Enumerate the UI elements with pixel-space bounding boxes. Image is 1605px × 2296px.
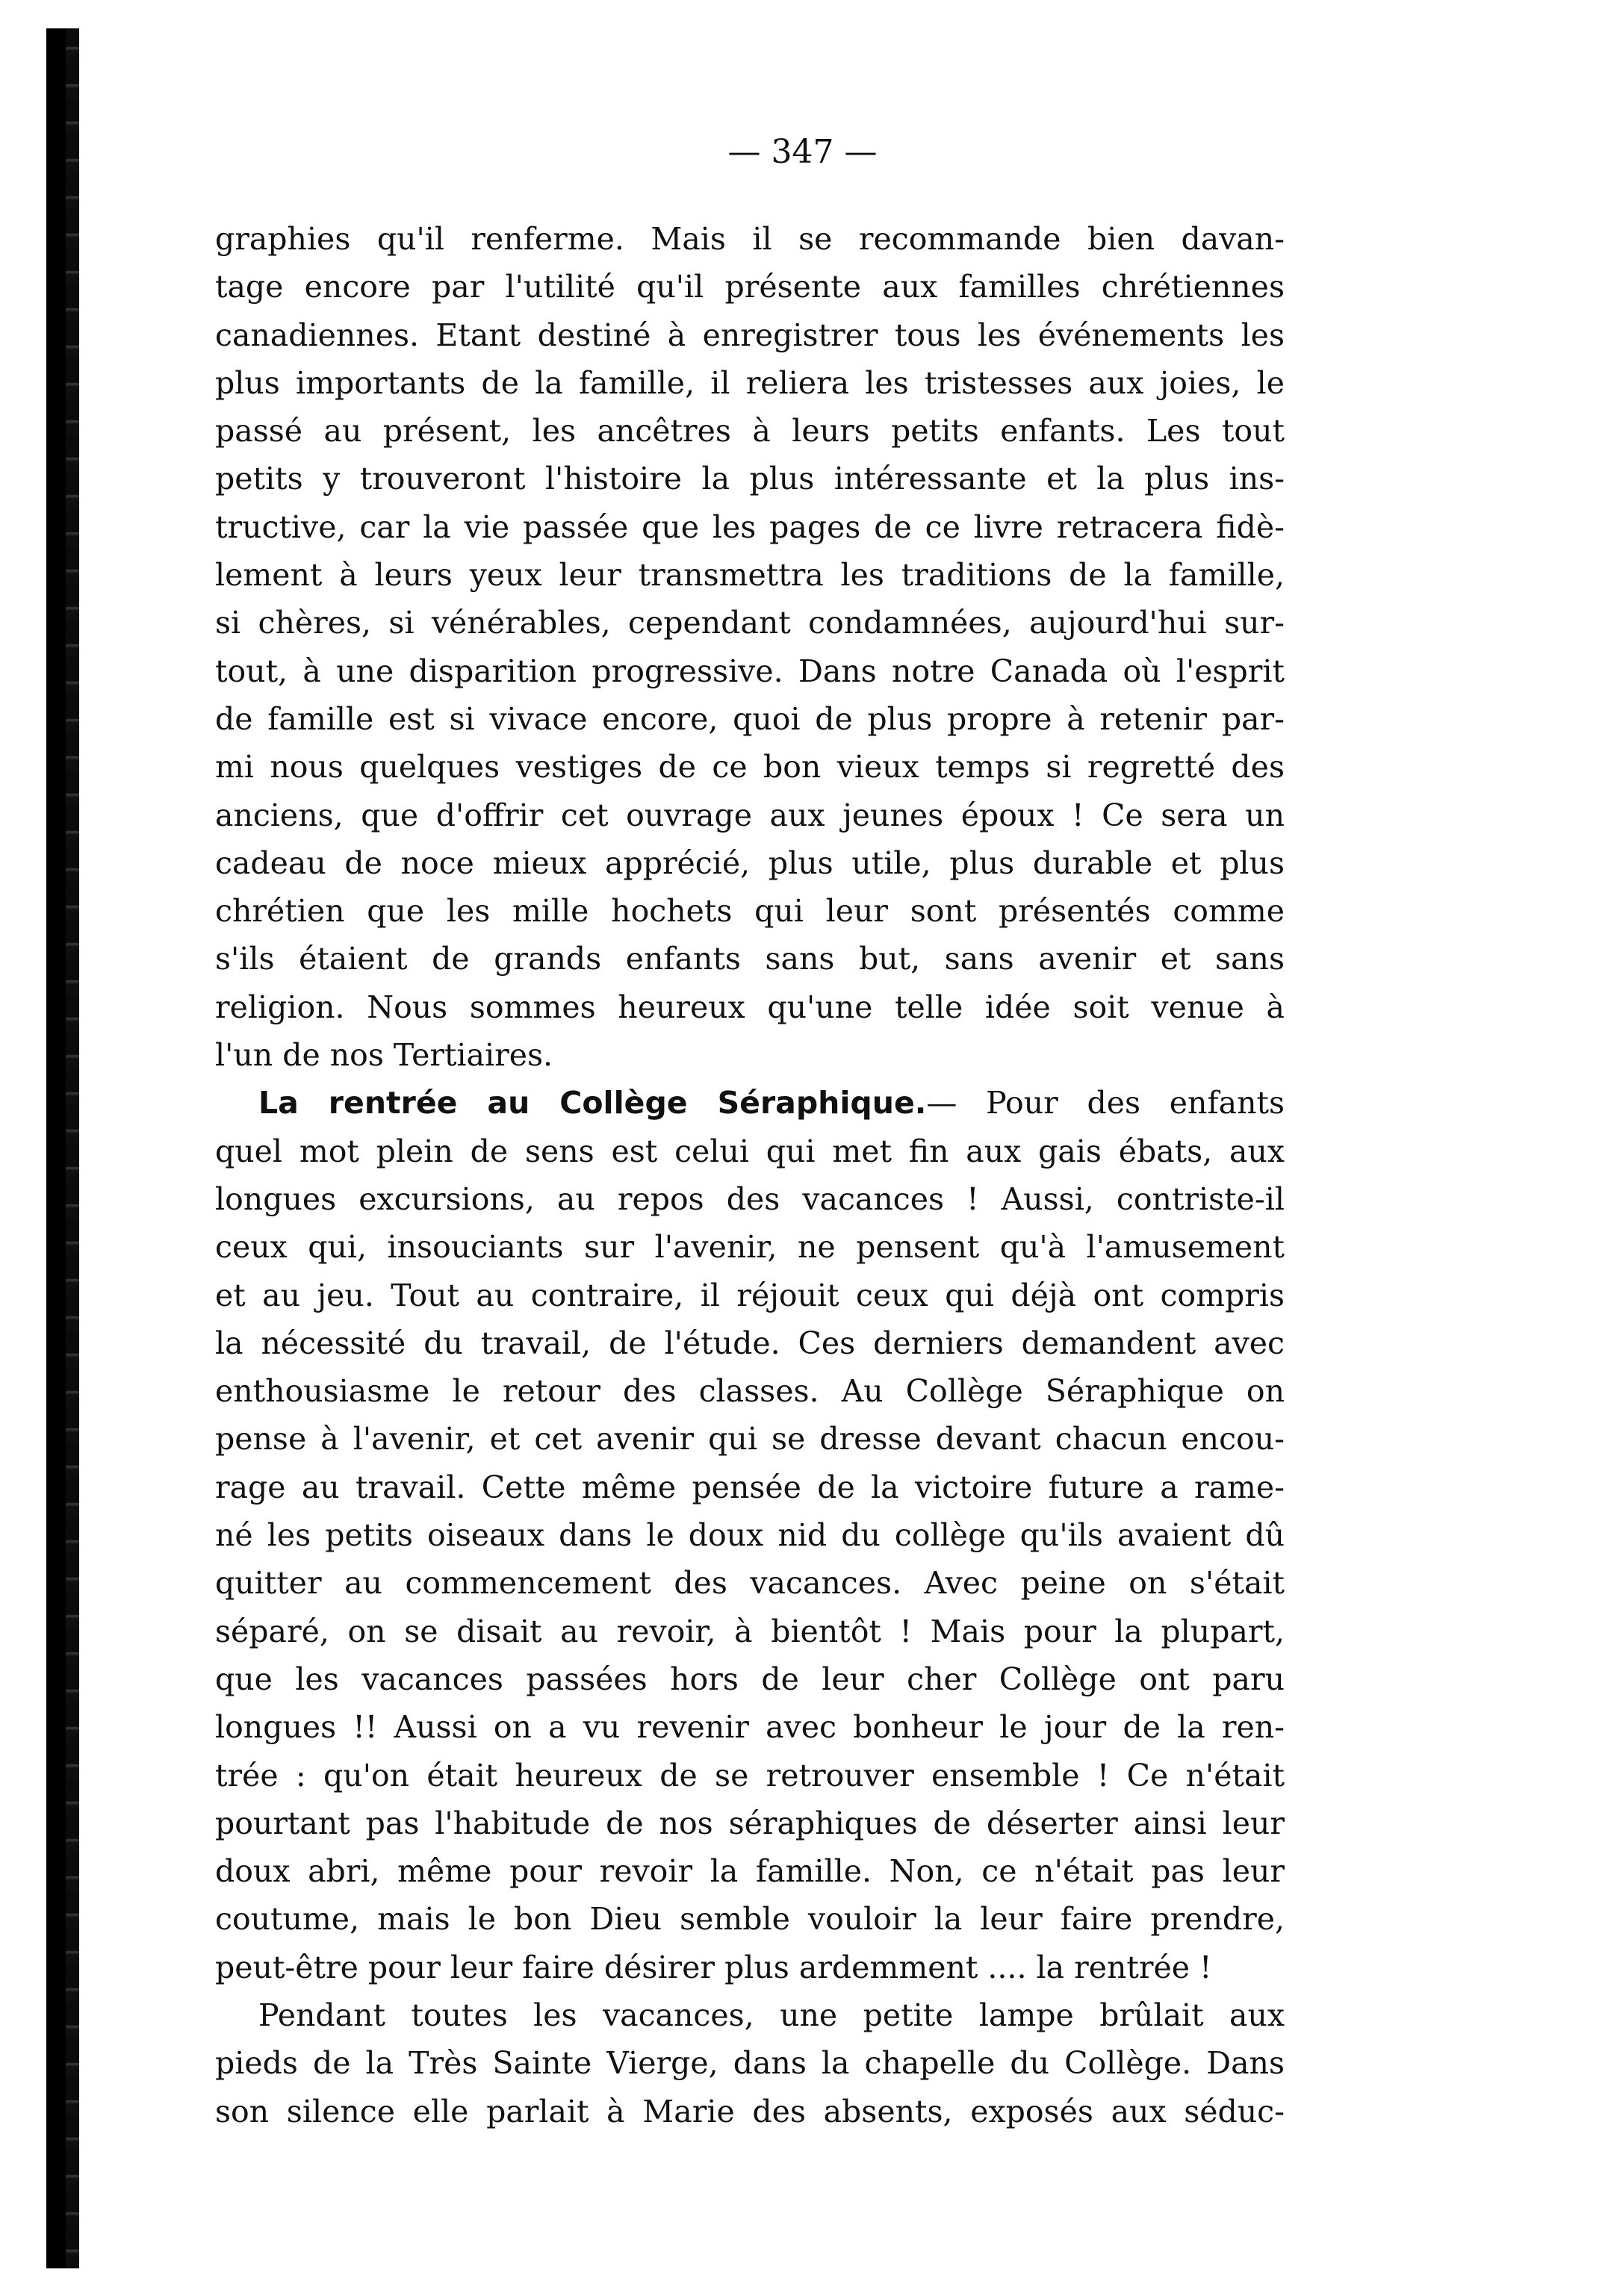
page-number: — 347 — — [727, 133, 878, 171]
text-line: et au jeu. Tout au contraire, il réjouit ceux qui déjà ont compris — [215, 1277, 1285, 1313]
text-line: canadiennes. Etant destiné à enregistrer tous les événements les — [215, 317, 1285, 353]
text-line: coutume, mais le bon Dieu semble vouloir la leur faire prendre, — [215, 1901, 1285, 1938]
text-line: la nécessité du travail, de l'étude. Ces derniers demandent avec — [215, 1325, 1285, 1361]
text-line: ceux qui, insouciants sur l'avenir, ne pensent qu'à l'amusement — [215, 1229, 1285, 1266]
text-line: tage encore par l'utilité qu'il présente aux familles chrétiennes — [215, 269, 1285, 305]
text-line: enthousiasme le retour des classes. Au Collège Séraphique on — [215, 1373, 1285, 1410]
section-heading: La rentrée au Collège Séraphique. — [258, 1085, 927, 1121]
text-line: trée : qu'on était heureux de se retrouver ensemble ! Ce n'était — [215, 1757, 1285, 1793]
text-line: mi nous quelques vestiges de ce bon vieux temps si regretté des — [215, 749, 1285, 785]
text-line: rage au travail. Cette même pensée de la victoire future a rame- — [215, 1469, 1285, 1505]
binding-edge-shadow — [46, 28, 66, 2268]
text-line: séparé, on se disait au revoir, à bientôt ! Mais pour la plupart, — [215, 1613, 1285, 1649]
text-line: doux abri, même pour revoir la famille. Non, ce n'était pas leur — [215, 1853, 1285, 1890]
text-line: s'ils étaient de grands enfants sans but, sans avenir et sans — [215, 941, 1285, 977]
text-line: de famille est si vivace encore, quoi de plus propre à retenir par- — [215, 700, 1285, 737]
text-line — [215, 1079, 1285, 1127]
text-line: peut-être pour leur faire désirer plus ardemment .... la rentrée ! — [215, 1949, 1212, 1985]
text-line: plus importants de la famille, il reliera les tristesses aux joies, le — [215, 364, 1285, 401]
text-line: tructive, car la vie passée que les pages de ce livre retracera fidè- — [215, 508, 1285, 545]
text-line: chrétien que les mille hochets qui leur sont présentés comme — [215, 893, 1285, 930]
text-line: Pendant toutes les vacances, une petite lampe brûlait aux — [258, 1997, 1285, 2033]
text-line: pourtant pas l'habitude de nos séraphiques de déserter ainsi leur — [215, 1805, 1285, 1841]
text-line: lement à leurs yeux leur transmettra les traditions de la famille, — [215, 557, 1285, 594]
text-line: son silence elle parlait à Marie des absents, exposés aux séduc- — [215, 2093, 1285, 2129]
text-line: tout, à une disparition progressive. Dans notre Canada où l'esprit — [215, 653, 1285, 689]
text-line: si chères, si vénérables, cependant condamnées, aujourd'hui sur- — [215, 605, 1285, 641]
text-line: graphies qu'il renferme. Mais il se recommande bien davan- — [215, 221, 1285, 257]
text-line: quel mot plein de sens est celui qui met fin aux gais ébats, aux — [215, 1133, 1285, 1169]
paragraph-lampe — [215, 1991, 1285, 2135]
text-line: petits y trouveront l'histoire la plus intéressante et la plus ins- — [215, 461, 1285, 497]
text-line: né les petits oiseaux dans le doux nid du collège qu'ils avaient dû — [215, 1517, 1285, 1554]
text-line: longues excursions, au repos des vacances ! Aussi, contriste-il — [215, 1180, 1285, 1217]
text-line: pense à l'avenir, et cet avenir qui se dresse devant chacun encou- — [215, 1421, 1285, 1457]
text-line: pieds de la Très Sainte Vierge, dans la chapelle du Collège. Dans — [215, 2045, 1285, 2082]
text-line: longues !! Aussi on a vu revenir avec bonheur le jour de la ren- — [215, 1709, 1285, 1746]
text-line: l'un de nos Tertiaires. — [215, 1037, 553, 1074]
paragraph-college-seraphique — [215, 1079, 1285, 1991]
text-line: passé au présent, les ancêtres à leurs petits enfants. Les tout — [215, 413, 1285, 449]
text-line: cadeau de noce mieux apprécié, plus utile, plus durable et plus — [215, 844, 1285, 881]
text-line: que les vacances passées hors de leur cher Collège ont paru — [215, 1661, 1285, 1697]
heading-continuation: — Pour des enfants — [926, 1085, 1285, 1121]
paragraph-continued — [215, 215, 1285, 1079]
text-line: anciens, que d'offrir cet ouvrage aux jeunes époux ! Ce sera un — [215, 797, 1285, 833]
text-line: religion. Nous sommes heureux qu'une telle idée soit venue à — [215, 989, 1285, 1025]
text-line: quitter au commencement des vacances. Avec peine on s'était — [215, 1565, 1285, 1602]
